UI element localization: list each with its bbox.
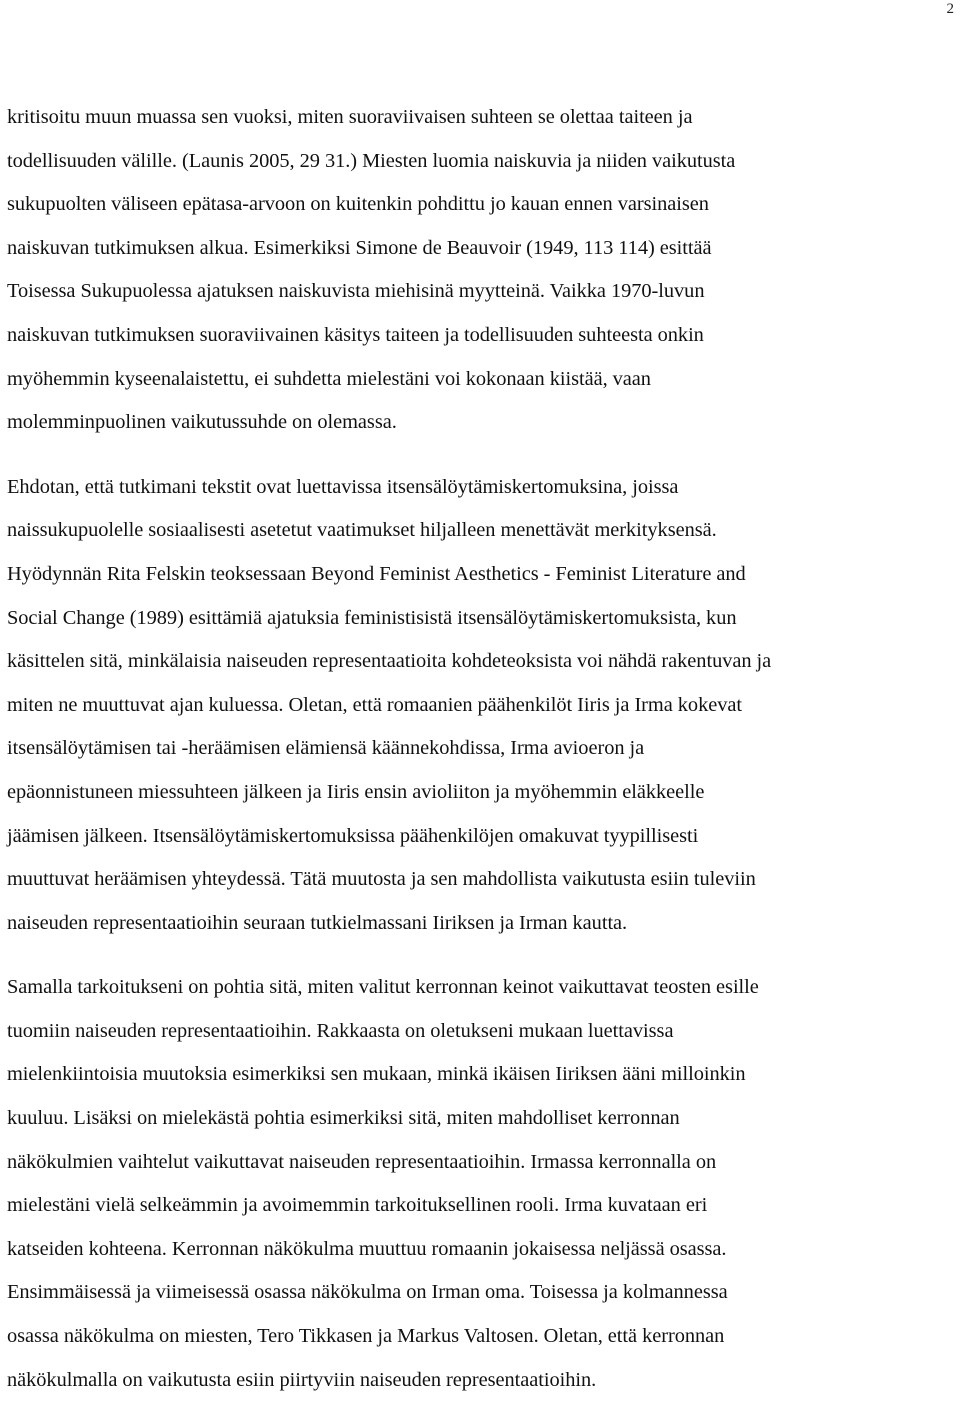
text-line: mielestäni vielä selkeämmin ja avoimemmin tarkoituksellinen rooli. Irma kuvataan eri [7, 1194, 708, 1217]
text-line: naissukupuolelle sosiaalisesti asetetut vaatimukset hiljalleen menettävät merkityksensä. [7, 519, 717, 542]
text-line: Hyödynnän Rita Felskin teoksessaan Beyond Feminist Aesthetics - Feminist Literature and [7, 562, 746, 585]
text-line: kritisoitu muun muassa sen vuoksi, miten suoraviivaisen suhteen se olettaa taiteen ja [7, 106, 693, 128]
text-line: kuuluu. Lisäksi on mielekästä pohtia esimerkiksi sitä, miten mahdolliset kerronnan [7, 1107, 680, 1130]
text-line: katseiden kohteena. Kerronnan näkökulma muuttuu romaanin jokaisessa neljässä osassa. [7, 1237, 727, 1260]
text-line: sukupuolten väliseen epätasa-arvoon on kuitenkin pohdittu jo kauan ennen varsinaisen [7, 193, 709, 216]
paragraph-3 [7, 966, 960, 1402]
text-line: tuomiin naiseuden representaatioihin. Rakkaasta on oletukseni mukaan luettavissa [7, 1019, 674, 1042]
text-line: Ehdotan, että tutkimani tekstit ovat luettavissa itsensälöytämiskertomuksina, joissa [7, 475, 679, 498]
text-line: jäämisen jälkeen. Itsensälöytämiskertomuksissa päähenkilöjen omakuvat tyypillisesti [7, 824, 699, 847]
text-line: myöhemmin kyseenalaistettu, ei suhdetta mielestäni voi kokonaan kiistää, vaan [7, 367, 651, 390]
text-line: naiskuvan tutkimuksen alkua. Esimerkiksi Simone de Beauvoir (1949, 113 114) esittää [7, 236, 712, 259]
paragraph-1 [7, 96, 960, 445]
text-line: epäonnistuneen miessuhteen jälkeen ja Iiris ensin avioliiton ja myöhemmin eläkkeelle [7, 780, 705, 803]
document-body [7, 96, 960, 1402]
text-line: itsensälöytämisen tai -heräämisen elämiensä käännekohdissa, Irma avioeron ja [7, 737, 645, 760]
text-line: mielenkiintoisia muutoksia esimerkiksi sen mukaan, minkä ikäisen Iiriksen ääni milloinkin [7, 1063, 746, 1086]
text-line: Ensimmäisessä ja viimeisessä osassa näkökulma on Irman oma. Toisessa ja kolmannessa [7, 1281, 728, 1304]
page-number: 2 [946, 1, 954, 17]
text-line: näkökulmalla on vaikutusta esiin piirtyviin naiseuden representaatioihin. [7, 1368, 597, 1391]
text-line: muuttuvat heräämisen yhteydessä. Tätä muutosta ja sen mahdollista vaikutusta esiin tuleviin [7, 868, 756, 891]
text-line: näkökulmien vaihtelut vaikuttavat naiseuden representaatioihin. Irmassa kerronnalla on [7, 1150, 717, 1173]
paragraph-spacer [7, 445, 960, 466]
text-line: Social Change (1989) esittämiä ajatuksia feministisistä itsensälöytämiskertomuksista, kun [7, 606, 737, 629]
text-line: naiskuvan tutkimuksen suoraviivainen käsitys taiteen ja todellisuuden suhteesta onkin [7, 323, 704, 346]
text-line: molemminpuolinen vaikutussuhde on olemassa. [7, 411, 397, 434]
text-line: osassa näkökulma on miesten, Tero Tikkasen ja Markus Valtosen. Oletan, että kerronnan [7, 1325, 725, 1348]
text-line: Samalla tarkoitukseni on pohtia sitä, miten valitut kerronnan keinot vaikuttavat teosten esille [7, 976, 759, 999]
paragraph-spacer [7, 945, 960, 966]
text-line: todellisuuden välille. (Launis 2005, 29 31.) Miesten luomia naiskuvia ja niiden vaikutusta [7, 149, 736, 172]
text-line: Toisessa Sukupuolessa ajatuksen naiskuvista miehisinä myytteinä. Vaikka 1970-luvun [7, 280, 705, 303]
text-line: käsittelen sitä, minkälaisia naiseuden representaatioita kohdeteoksista voi nähdä rakentuvan ja [7, 650, 772, 673]
text-line: naiseuden representaatioihin seuraan tutkielmassani Iiriksen ja Irman kautta. [7, 911, 628, 934]
text-line: miten ne muuttuvat ajan kuluessa. Oletan, että romaanien päähenkilöt Iiris ja Irma kokevat [7, 693, 742, 716]
paragraph-2 [7, 466, 960, 946]
